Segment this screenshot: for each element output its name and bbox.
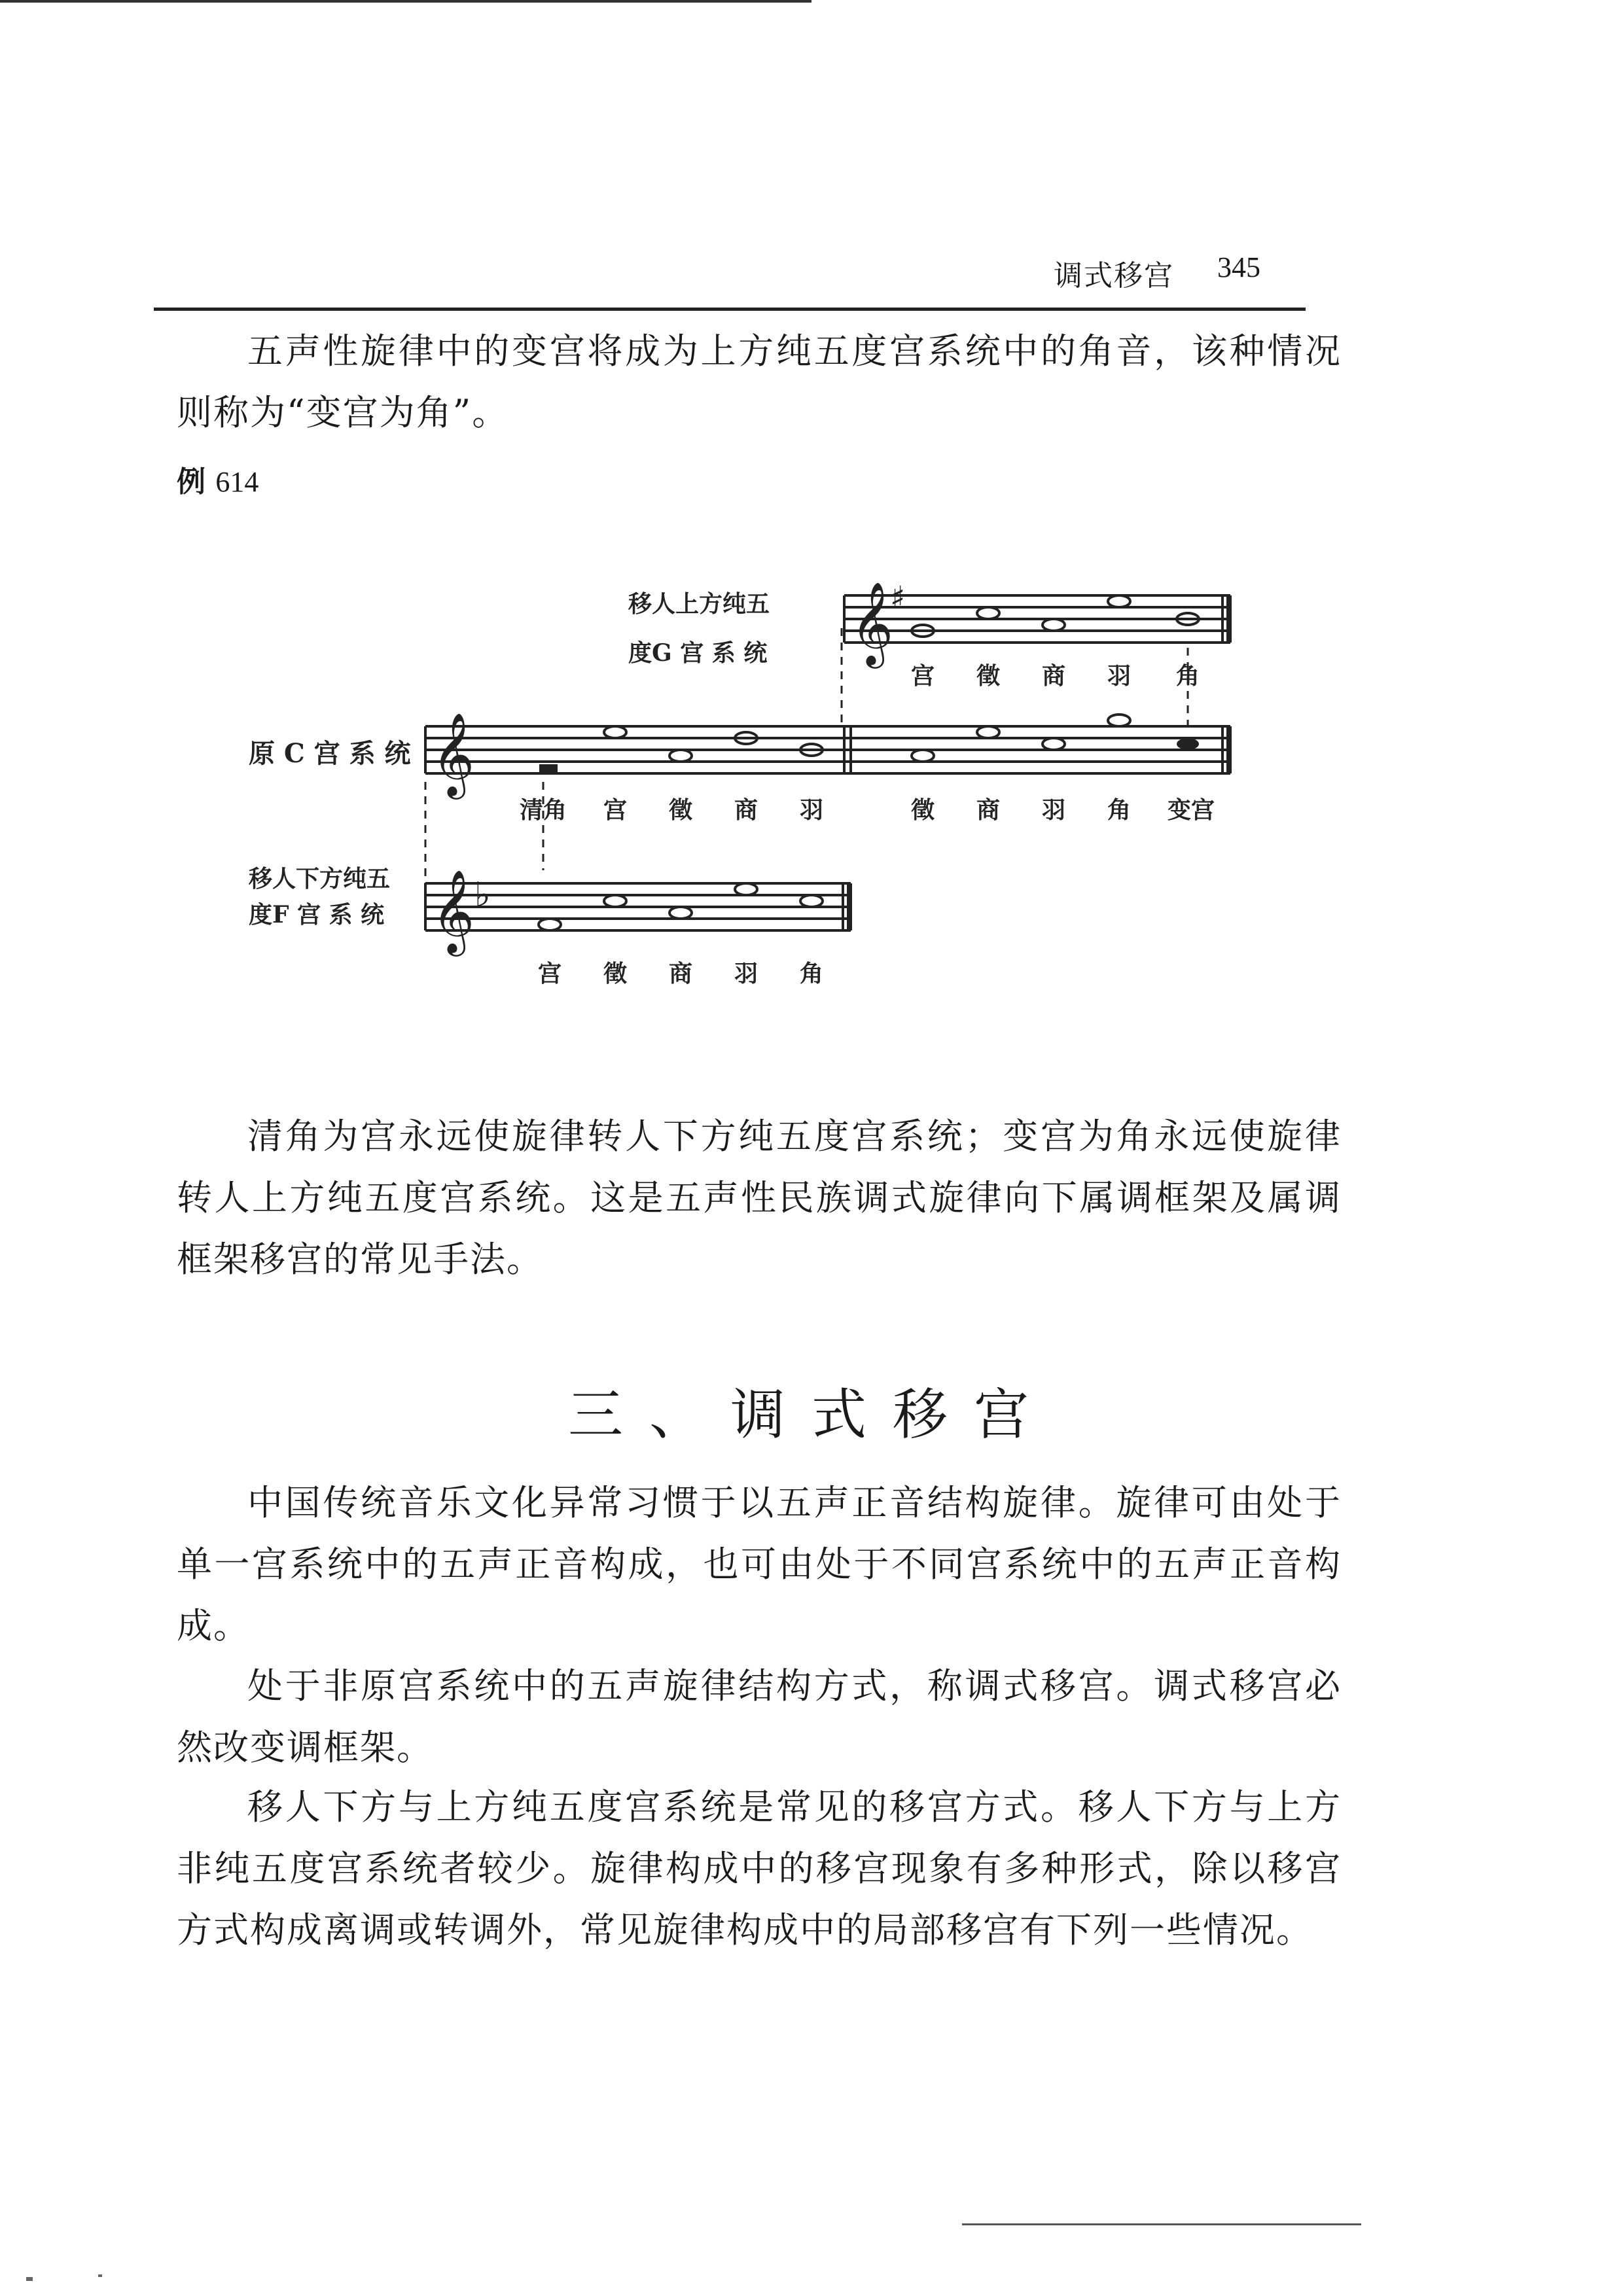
paragraph-1: 五声性旋律中的变宫将成为上方纯五度宫系统中的角音，该种情况则称为“变宫为角”。 [177, 330, 1342, 433]
example-number: 614 [215, 466, 259, 498]
running-header-title: 调式移宫 [1054, 259, 1174, 292]
lower-label-line2: 度F 宫 系 统 [249, 901, 385, 928]
header-rule [154, 308, 1306, 311]
middle-treble-clef: 𝄞 [432, 712, 475, 796]
upper-note-name: 角 [1175, 662, 1200, 690]
upper-label-line2: 度G 宫 系 统 [628, 639, 768, 667]
middle-note-name: 变宫 [1167, 796, 1215, 824]
page-number: 345 [1217, 251, 1260, 283]
lower-note-name: 商 [668, 960, 693, 987]
example-label [177, 458, 259, 500]
middle-note-name: 商 [734, 796, 758, 824]
upper-note-name: 羽 [1107, 662, 1132, 690]
upper-sharp: ♯ [890, 580, 906, 616]
middle-qingjiao-note [539, 764, 558, 775]
lower-note-name: 徵 [603, 960, 628, 987]
middle-note-name: 徵 [668, 796, 693, 824]
upper-note-name: 宫 [910, 662, 935, 690]
paragraph-4: 处于非原宫系统中的五声旋律结构方式，称调式移宫。调式移宫必然改变调框架。 [177, 1665, 1342, 1768]
paragraph-5: 移人下方与上方纯五度宫系统是常见的移宫方式。移人下方与上方非纯五度宫系统者较少。旋律构成中的移宫现象有多种形式，除以移宫方式构成离调或转调外，常见旋律构成中的局部移宫有下列一些情况。 [177, 1786, 1342, 1951]
scan-artifact-dot [26, 2277, 33, 2281]
lower-note-name: 角 [799, 960, 824, 987]
lower-treble-clef: 𝄞 [432, 869, 475, 953]
paragraph-2: 清角为宫永远使旋律转人下方纯五度宫系统；变宫为角永远使旋律转人上方纯五度宫系统。这是五声性民族调式旋律向下属调框架及属调框架移宫的常见手法。 [177, 1116, 1342, 1280]
upper-treble-clef: 𝄞 [851, 581, 894, 665]
lower-label-line1: 移人下方纯五 [249, 865, 391, 892]
scan-artifact-line [962, 2223, 1361, 2225]
upper-note-name: 商 [1041, 662, 1066, 690]
middle-note-name: 商 [976, 796, 1001, 824]
middle-note-name: 羽 [799, 796, 824, 824]
top-edge-rule [0, 0, 812, 3]
middle-label: 原 C 宫 系 统 [249, 738, 411, 769]
middle-note-name: 角 [1107, 796, 1132, 824]
middle-note-name: 宫 [603, 796, 628, 824]
section-title: 三、调式移宫 [567, 1383, 1055, 1447]
example-prefix: 例 [177, 465, 205, 499]
scan-artifact-dot [98, 2274, 102, 2277]
middle-note-name: 清角 [519, 796, 567, 824]
upper-note-name: 徵 [976, 662, 1001, 690]
lower-note-name: 宫 [537, 960, 562, 987]
lower-note-name: 羽 [734, 960, 758, 987]
upper-label-line1: 移人上方纯五 [628, 590, 770, 618]
lower-flat: ♭ [474, 875, 491, 915]
middle-note-name: 羽 [1041, 796, 1066, 824]
music-example [236, 556, 1296, 1027]
paragraph-3: 中国传统音乐文化异常习惯于以五声正音结构旋律。旋律可由处于单一宫系统中的五声正音构成，也可由处于不同宫系统中的五声正音构成。 [177, 1482, 1342, 1646]
middle-note-name: 徵 [910, 796, 935, 824]
middle-biangong-note [1177, 738, 1199, 750]
